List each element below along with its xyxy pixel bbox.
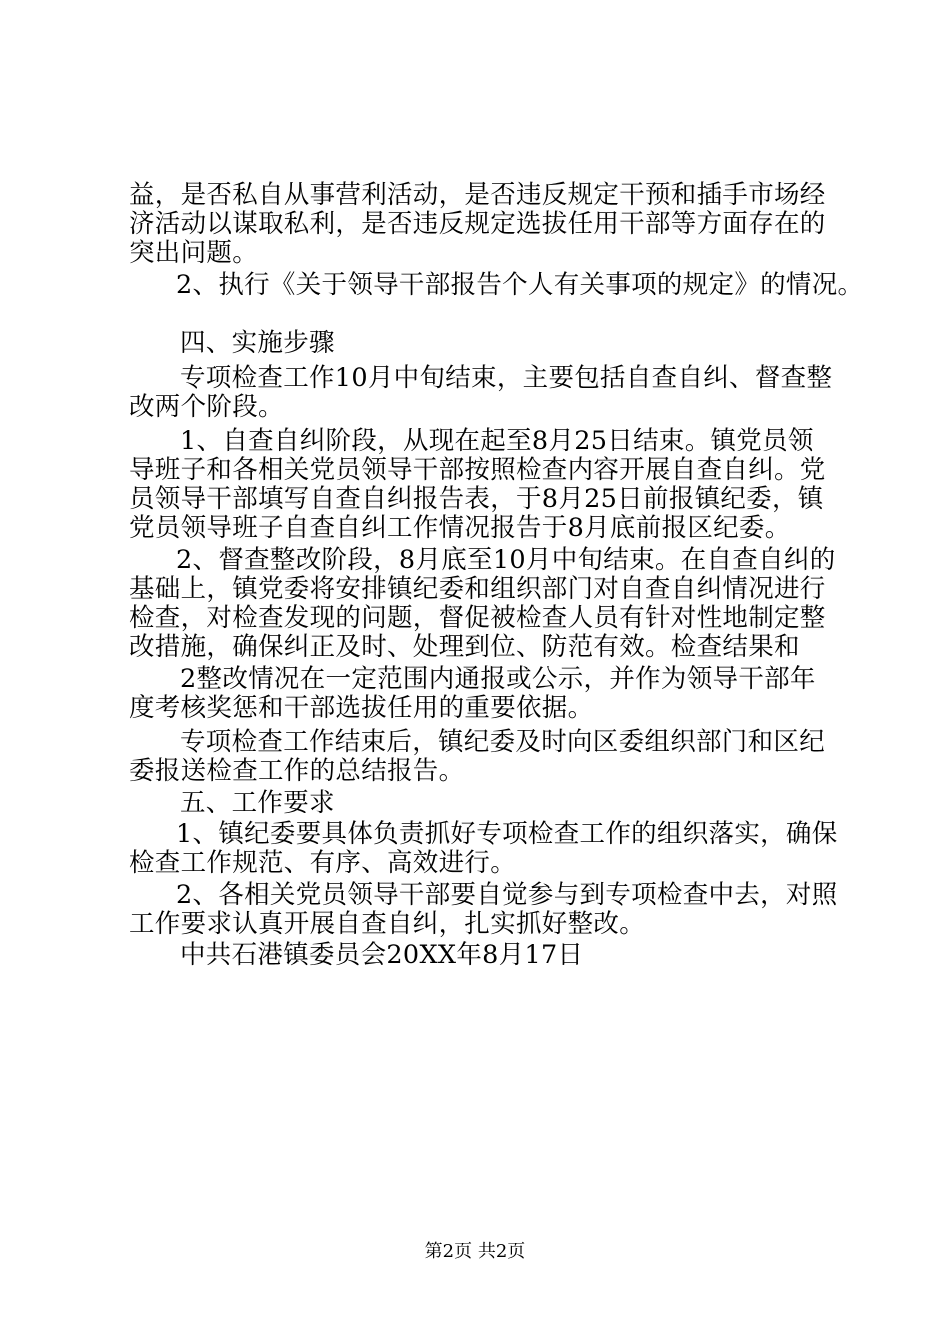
body-text-line: 济活动以谋取私利，是否违反规定选拔任用干部等方面存在的 xyxy=(129,209,826,239)
body-text-line: 1、镇纪委要具体负责抓好专项检查工作的组织落实，确保 xyxy=(176,819,838,849)
body-text-line: 突出问题。 xyxy=(129,238,259,268)
section-heading: 四、实施步骤 xyxy=(180,328,335,358)
body-text-line: 改两个阶段。 xyxy=(129,392,284,422)
body-text-line: 员领导干部填写自查自纠报告表，于8月25日前报镇纪委，镇 xyxy=(129,484,824,514)
body-text-line: 专项检查工作结束后，镇纪委及时向区委组织部门和区纪 xyxy=(180,727,826,757)
page-number-footer: 第2页 共2页 xyxy=(424,1241,526,1262)
body-text-line: 度考核奖惩和干部选拔任用的重要依据。 xyxy=(129,693,594,723)
section-heading: 五、工作要求 xyxy=(180,788,335,818)
body-text-line: 2、各相关党员领导干部要自觉参与到专项检查中去，对照 xyxy=(176,880,838,910)
body-text-line: 检查工作规范、有序、高效进行。 xyxy=(129,848,517,878)
body-text-line: 基础上，镇党委将安排镇纪委和组织部门对自查自纠情况进行 xyxy=(129,574,826,604)
body-text-line: 党员领导班子自查自纠工作情况报告于8月底前报区纪委。 xyxy=(129,513,791,543)
body-text-line: 改措施，确保纠正及时、处理到位、防范有效。检查结果和 xyxy=(129,632,800,662)
body-text-line: 益，是否私自从事营利活动，是否违反规定干预和插手市场经 xyxy=(129,180,826,210)
body-text-line: 2整改情况在一定范围内通报或公示，并作为领导干部年 xyxy=(180,664,816,694)
body-text-line: 2、督查整改阶段，8月底至10月中旬结束。在自查自纠的 xyxy=(176,545,836,575)
body-text-line: 导班子和各相关党员领导干部按照检查内容开展自查自纠。党 xyxy=(129,455,826,485)
body-text-line: 工作要求认真开展自查自纠，扎实抓好整改。 xyxy=(129,909,646,939)
body-text-line: 2、执行《关于领导干部报告个人有关事项的规定》的情况。 xyxy=(176,270,864,300)
body-text-line: 委报送检查工作的总结报告。 xyxy=(129,756,465,786)
body-text-line: 专项检查工作10月中旬结束，主要包括自查自纠、督查整 xyxy=(180,363,833,393)
body-text-line: 检查，对检查发现的问题，督促被检查人员有针对性地制定整 xyxy=(129,603,826,633)
signature-line: 中共石港镇委员会20XX年8月17日 xyxy=(180,940,584,970)
body-text-line: 1、自查自纠阶段，从现在起至8月25日结束。镇党员领 xyxy=(180,426,814,456)
